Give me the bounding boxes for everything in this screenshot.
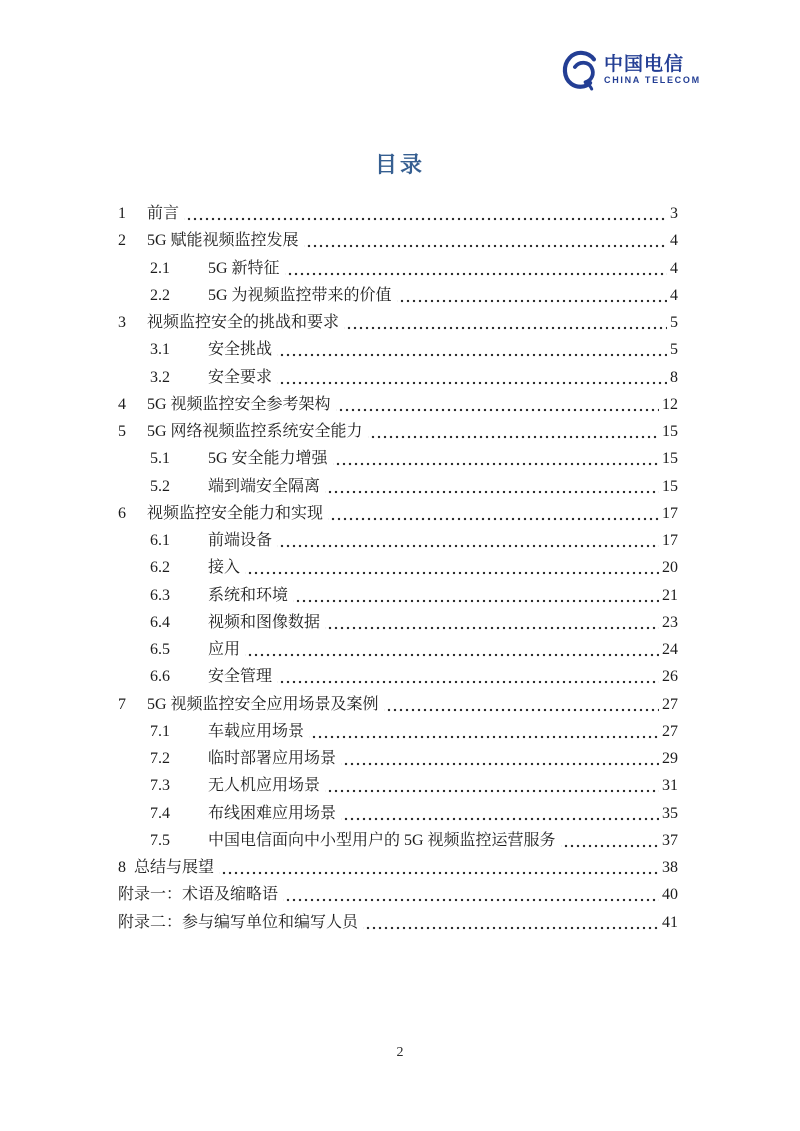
dot-leader [341,745,659,772]
toc-entry-number: 8 [118,859,126,876]
toc-entry[interactable] [118,255,678,282]
toc-entry-number: 7.3 [150,777,170,795]
toc-entry-page-number: 27 [662,695,678,713]
toc-entry[interactable] [118,200,678,227]
toc-entry-label: 附录一：术语及缩略语 [118,886,279,904]
toc-entry[interactable] [118,636,678,663]
dot-leader [561,827,659,854]
toc-entry[interactable] [118,527,678,554]
dot-leader [277,663,659,690]
dot-leader [245,636,659,663]
dot-leader [328,500,659,527]
toc-entry-page-number: 31 [662,777,678,795]
toc-entry-page-number: 23 [662,613,678,631]
toc-entry[interactable] [118,554,678,581]
toc-entry-page-number: 4 [670,259,678,277]
toc-entry-page-number: 17 [662,504,678,522]
toc-entry-number: 6.2 [150,559,170,577]
toc-entry-number: 6 [118,504,126,522]
dot-leader [333,445,659,472]
toc-entry-label: 系统和环境 [208,586,289,604]
toc-entry-number: 2.2 [150,286,170,304]
toc-entry-label: 安全挑战 [208,341,273,359]
dot-leader [397,282,667,309]
china-telecom-logo [562,49,701,91]
toc-entry-number: 4 [118,395,126,413]
table-of-contents [118,200,678,936]
toc-entry[interactable] [118,718,678,745]
dot-leader [245,554,659,581]
toc-entry-label: 车载应用场景 [208,722,305,740]
dot-leader [283,881,659,908]
toc-entry-label: 安全管理 [208,668,273,686]
toc-entry[interactable] [118,745,678,772]
toc-entry-page-number: 40 [662,886,678,904]
dot-leader [277,527,659,554]
toc-entry-label: 端到端安全隔离 [208,477,321,495]
toc-entry-page-number: 15 [662,477,678,495]
toc-entry-label: 布线困难应用场景 [208,804,337,822]
toc-entry-page-number: 15 [662,450,678,468]
toc-entry-label: 接入 [208,559,241,577]
toc-entry-number: 7 [118,695,126,713]
toc-entry-page-number: 15 [662,423,678,440]
toc-entry-page-number: 12 [662,395,678,413]
toc-entry[interactable] [118,772,678,799]
toc-entry-number: 5.2 [150,477,170,495]
toc-entry[interactable] [118,691,678,718]
toc-entry[interactable] [118,418,678,445]
toc-entry-page-number: 21 [662,586,678,604]
toc-entry-page-number: 35 [662,804,678,822]
dot-leader [309,718,659,745]
toc-entry-label: 5G 安全能力增强 [208,450,328,468]
dot-leader [384,691,659,718]
toc-entry-number: 5.1 [150,450,170,468]
toc-entry-label: 应用 [208,641,241,658]
toc-entry[interactable] [118,391,678,418]
toc-entry-label: 前端设备 [208,532,273,549]
toc-entry[interactable] [118,336,678,363]
toc-entry-page-number: 4 [670,286,678,304]
toc-entry-number: 6.6 [150,668,170,686]
toc-entry-number: 7.4 [150,804,170,822]
toc-entry-number: 2 [118,232,126,250]
toc-entry-number: 7.2 [150,750,170,767]
toc-entry-number: 7.5 [150,831,170,849]
toc-entry-page-number: 17 [662,532,678,549]
toc-entry[interactable] [118,227,678,254]
dot-leader [325,609,659,636]
toc-entry-page-number: 29 [662,750,678,767]
toc-entry[interactable] [118,364,678,391]
toc-entry-number: 6.1 [150,532,170,549]
toc-entry-number: 5 [118,423,126,440]
toc-entry-label: 视频监控安全的挑战和要求 [147,314,340,331]
toc-entry-number: 6.4 [150,613,170,631]
dot-leader [325,473,659,500]
toc-entry-number: 6.3 [150,586,170,604]
toc-entry-page-number: 27 [662,722,678,740]
toc-entry-number: 6.5 [150,641,170,658]
toc-entry[interactable] [118,282,678,309]
dot-leader [325,772,659,799]
toc-entry-page-number: 26 [662,668,678,686]
toc-entry-page-number: 5 [670,341,678,359]
dot-leader [341,800,659,827]
toc-entry-label: 5G 新特征 [208,259,280,277]
dot-leader [219,854,659,881]
logo-brand-en: CHINA TELECOM [604,74,701,85]
toc-entry-page-number: 5 [670,314,678,331]
toc-entry-label: 视频监控安全能力和实现 [147,504,324,522]
toc-entry[interactable] [118,609,678,636]
footer-page-number: 2 [396,1045,404,1060]
page-title: 目录 [374,152,425,177]
toc-entry[interactable] [118,909,678,936]
logo-brand-cn: 中国电信 [604,53,685,75]
toc-entry-number: 3 [118,314,126,331]
dot-leader [277,364,667,391]
toc-entry-label: 附录二：参与编写单位和编写人员 [118,913,359,931]
toc-entry-number: 7.1 [150,722,170,740]
toc-entry-label: 前言 [147,205,180,222]
toc-entry-label: 安全要求 [208,368,273,386]
toc-entry[interactable] [118,800,678,827]
dot-leader [293,582,659,609]
toc-entry-page-number: 20 [662,559,678,577]
toc-entry[interactable] [118,881,678,908]
toc-entry-label: 5G 视频监控安全应用场景及案例 [147,695,379,713]
china-telecom-logo-icon [562,49,600,91]
toc-entry[interactable] [118,309,678,336]
toc-entry-label: 临时部署应用场景 [208,750,337,767]
toc-entry[interactable] [118,500,678,527]
toc-entry-number: 3.1 [150,341,170,359]
toc-entry-page-number: 3 [670,205,678,222]
dot-leader [184,200,667,227]
toc-entry-label: 总结与展望 [134,859,215,876]
toc-entry-page-number: 8 [670,368,678,386]
dot-leader [277,336,667,363]
toc-entry-label: 5G 视频监控安全参考架构 [147,395,331,413]
toc-entry[interactable] [118,663,678,690]
toc-entry-page-number: 4 [670,232,678,250]
toc-entry-label: 5G 网络视频监控系统安全能力 [147,423,363,440]
toc-entry-page-number: 24 [662,641,678,658]
dot-leader [344,309,667,336]
toc-entry[interactable] [118,582,678,609]
toc-entry-label: 视频和图像数据 [208,613,321,631]
toc-entry[interactable] [118,854,678,881]
dot-leader [368,418,659,445]
dot-leader [336,391,659,418]
toc-entry[interactable] [118,445,678,472]
dot-leader [304,227,667,254]
toc-entry-page-number: 41 [662,913,678,931]
toc-entry[interactable] [118,827,678,854]
toc-entry[interactable] [118,473,678,500]
toc-entry-label: 5G 为视频监控带来的价值 [208,286,392,304]
toc-entry-number: 1 [118,205,126,222]
toc-entry-label: 中国电信面向中小型用户的 5G 视频监控运营服务 [208,831,556,849]
toc-entry-number: 3.2 [150,368,170,386]
toc-entry-page-number: 38 [662,859,678,876]
dot-leader [363,909,659,936]
toc-entry-label: 5G 赋能视频监控发展 [147,232,299,250]
toc-entry-number: 2.1 [150,259,170,277]
toc-entry-page-number: 37 [662,831,678,849]
toc-entry-label: 无人机应用场景 [208,777,321,795]
logo-text [604,55,701,86]
dot-leader [285,255,667,282]
